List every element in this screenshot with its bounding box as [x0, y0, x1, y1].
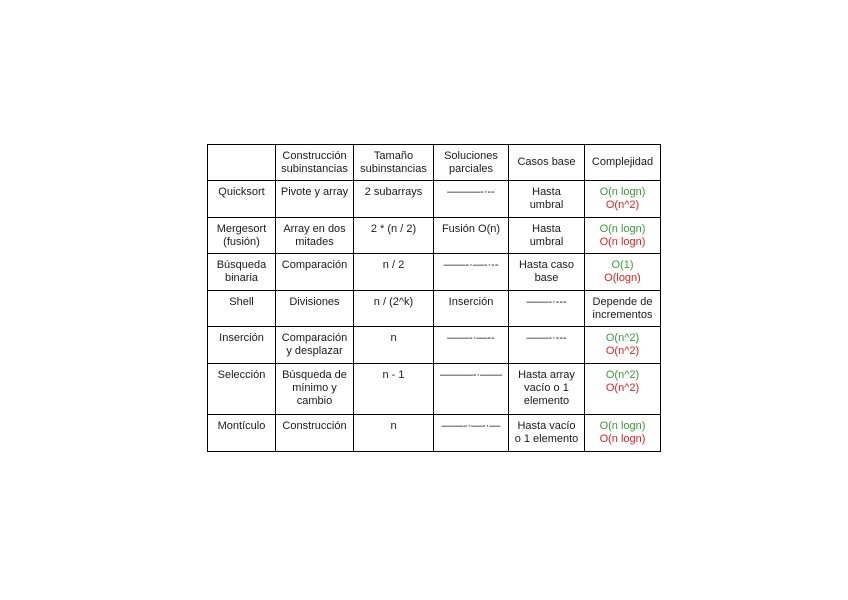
cell-text-line: ——-·—-·—	[441, 420, 501, 432]
cell-partial	[434, 218, 509, 254]
cell-text-line: Búsqueda	[216, 259, 267, 271]
cell-partial	[434, 181, 509, 218]
complexity-worst-case: O(logn)	[604, 272, 641, 284]
cell-text-line: Pivote y array	[280, 186, 349, 198]
cell-text-line: Mergesort	[216, 223, 267, 235]
table-header-row	[208, 145, 661, 181]
cell-text-line: Comparación	[281, 332, 348, 344]
cell-text-line: Hasta vacío	[517, 420, 576, 432]
table-row	[208, 364, 661, 415]
cell-construction	[276, 364, 354, 415]
cell-text-line: Array en dos	[283, 223, 346, 235]
header-cell-complexity	[585, 145, 661, 181]
cell-text-line: umbral	[529, 236, 564, 248]
cell-text-line: Construcción	[282, 149, 347, 162]
cell-size	[354, 415, 434, 452]
cell-text-line: elemento	[523, 395, 570, 407]
header-cell-construction	[276, 145, 354, 181]
cell-row-label	[208, 181, 276, 218]
table-row	[208, 181, 661, 218]
cell-base	[509, 291, 585, 327]
header-cell-base	[509, 145, 585, 181]
cell-text-line: n / 2	[382, 259, 405, 271]
cell-text-line: ———-·--	[447, 186, 495, 198]
cell-text-line: binaria	[224, 272, 259, 284]
cell-row-label	[208, 415, 276, 452]
cell-text-line: Construcción	[282, 420, 347, 432]
complexity-best-case: O(n^2)	[605, 332, 640, 344]
cell-text-line: Inserción	[448, 296, 494, 308]
cell-construction	[276, 181, 354, 218]
cell-text-line: ——-·—-·--	[443, 259, 499, 271]
complexity-worst-case: O(n logn)	[599, 433, 646, 445]
cell-text-line: ——-·---	[526, 296, 567, 308]
cell-text-line: ——-·---	[526, 332, 567, 344]
complexity-worst-case: O(n logn)	[599, 236, 646, 248]
cell-size	[354, 327, 434, 364]
complexity-note: Depende de	[592, 296, 653, 308]
cell-partial	[434, 327, 509, 364]
cell-base	[509, 218, 585, 254]
cell-text-line: base	[534, 272, 559, 284]
table-row	[208, 415, 661, 452]
cell-text-line: ———-·——	[439, 369, 503, 381]
cell-row-label	[208, 254, 276, 291]
complexity-worst-case: O(n^2)	[605, 382, 640, 394]
cell-partial	[434, 364, 509, 415]
cell-text-line: subinstancias	[281, 162, 348, 175]
cell-text-line: Comparación	[281, 259, 348, 271]
cell-text-line: Selección	[217, 369, 266, 381]
cell-text-line: Tamaño	[373, 149, 414, 162]
cell-complexity	[585, 218, 661, 254]
cell-text-line: ——-·—--	[447, 332, 495, 344]
cell-construction	[276, 291, 354, 327]
complexity-note: incrementos	[592, 309, 653, 321]
cell-text-line: mínimo y	[292, 382, 337, 394]
cell-text-line: Divisiones	[289, 296, 340, 308]
cell-complexity	[585, 181, 661, 218]
cell-base	[509, 415, 585, 452]
cell-text-line: (fusión)	[223, 236, 260, 248]
cell-base	[509, 327, 585, 364]
cell-size	[354, 291, 434, 327]
cell-text-line: subinstancias	[360, 162, 427, 175]
table-row	[208, 291, 661, 327]
cell-size	[354, 254, 434, 291]
cell-text-line: 2 subarrays	[364, 186, 423, 198]
cell-complexity	[585, 327, 661, 364]
header-cell-row-label	[208, 145, 276, 181]
cell-text-line: mitades	[295, 236, 334, 248]
cell-text-line: vacío o 1	[524, 382, 569, 394]
cell-text-line: Soluciones	[444, 149, 498, 162]
cell-text-line: Fusión O(n)	[441, 223, 501, 235]
cell-text-line: 2 * (n / 2)	[370, 223, 417, 235]
cell-text-line: Casos base	[517, 156, 576, 168]
cell-complexity	[585, 254, 661, 291]
cell-construction	[276, 327, 354, 364]
cell-text-line: Hasta	[532, 223, 561, 235]
complexity-worst-case: O(n^2)	[605, 199, 640, 211]
cell-text-line: Búsqueda de	[282, 369, 347, 381]
complexity-best-case: O(n logn)	[599, 186, 646, 198]
complexity-best-case: O(n^2)	[605, 369, 640, 381]
cell-partial	[434, 415, 509, 452]
cell-text-line: n / (2^k)	[373, 296, 414, 308]
cell-size	[354, 181, 434, 218]
cell-text-line: Montículo	[217, 420, 266, 432]
cell-construction	[276, 415, 354, 452]
cell-size	[354, 218, 434, 254]
complexity-best-case: O(n logn)	[599, 223, 646, 235]
cell-text-line: n	[390, 332, 397, 344]
cell-partial	[434, 291, 509, 327]
cell-text-line: Complejidad	[591, 156, 654, 168]
table-row	[208, 254, 661, 291]
algorithm-comparison-sheet	[207, 144, 661, 452]
cell-text-line: umbral	[529, 199, 564, 211]
cell-text-line: Quicksort	[218, 186, 265, 198]
cell-text-line: o 1 elemento	[514, 433, 579, 445]
table-row	[208, 218, 661, 254]
cell-base	[509, 181, 585, 218]
cell-complexity	[585, 291, 661, 327]
header-cell-size	[354, 145, 434, 181]
cell-complexity	[585, 415, 661, 452]
cell-text-line: parciales	[448, 162, 494, 175]
complexity-best-case: O(1)	[611, 259, 634, 271]
cell-text-line: Hasta caso	[518, 259, 575, 271]
cell-text-line: Inserción	[219, 332, 264, 344]
complexity-worst-case: O(n^2)	[605, 345, 640, 357]
cell-text-line: Hasta array	[518, 369, 575, 381]
cell-base	[509, 364, 585, 415]
cell-construction	[276, 254, 354, 291]
algorithm-comparison-table	[207, 144, 661, 452]
cell-row-label	[208, 327, 276, 364]
cell-partial	[434, 254, 509, 291]
cell-row-label	[208, 291, 276, 327]
cell-text-line: y desplazar	[286, 345, 343, 357]
cell-complexity	[585, 364, 661, 415]
cell-text-line: n - 1	[382, 369, 405, 381]
cell-row-label	[208, 218, 276, 254]
cell-text-line: n	[390, 420, 397, 432]
table-body	[208, 145, 661, 452]
cell-row-label	[208, 364, 276, 415]
complexity-best-case: O(n logn)	[599, 420, 646, 432]
header-cell-partial	[434, 145, 509, 181]
cell-size	[354, 364, 434, 415]
cell-text-line: Shell	[229, 296, 254, 308]
table-row	[208, 327, 661, 364]
cell-text-line: cambio	[296, 395, 333, 407]
cell-base	[509, 254, 585, 291]
cell-text-line: Hasta	[532, 186, 561, 198]
cell-construction	[276, 218, 354, 254]
